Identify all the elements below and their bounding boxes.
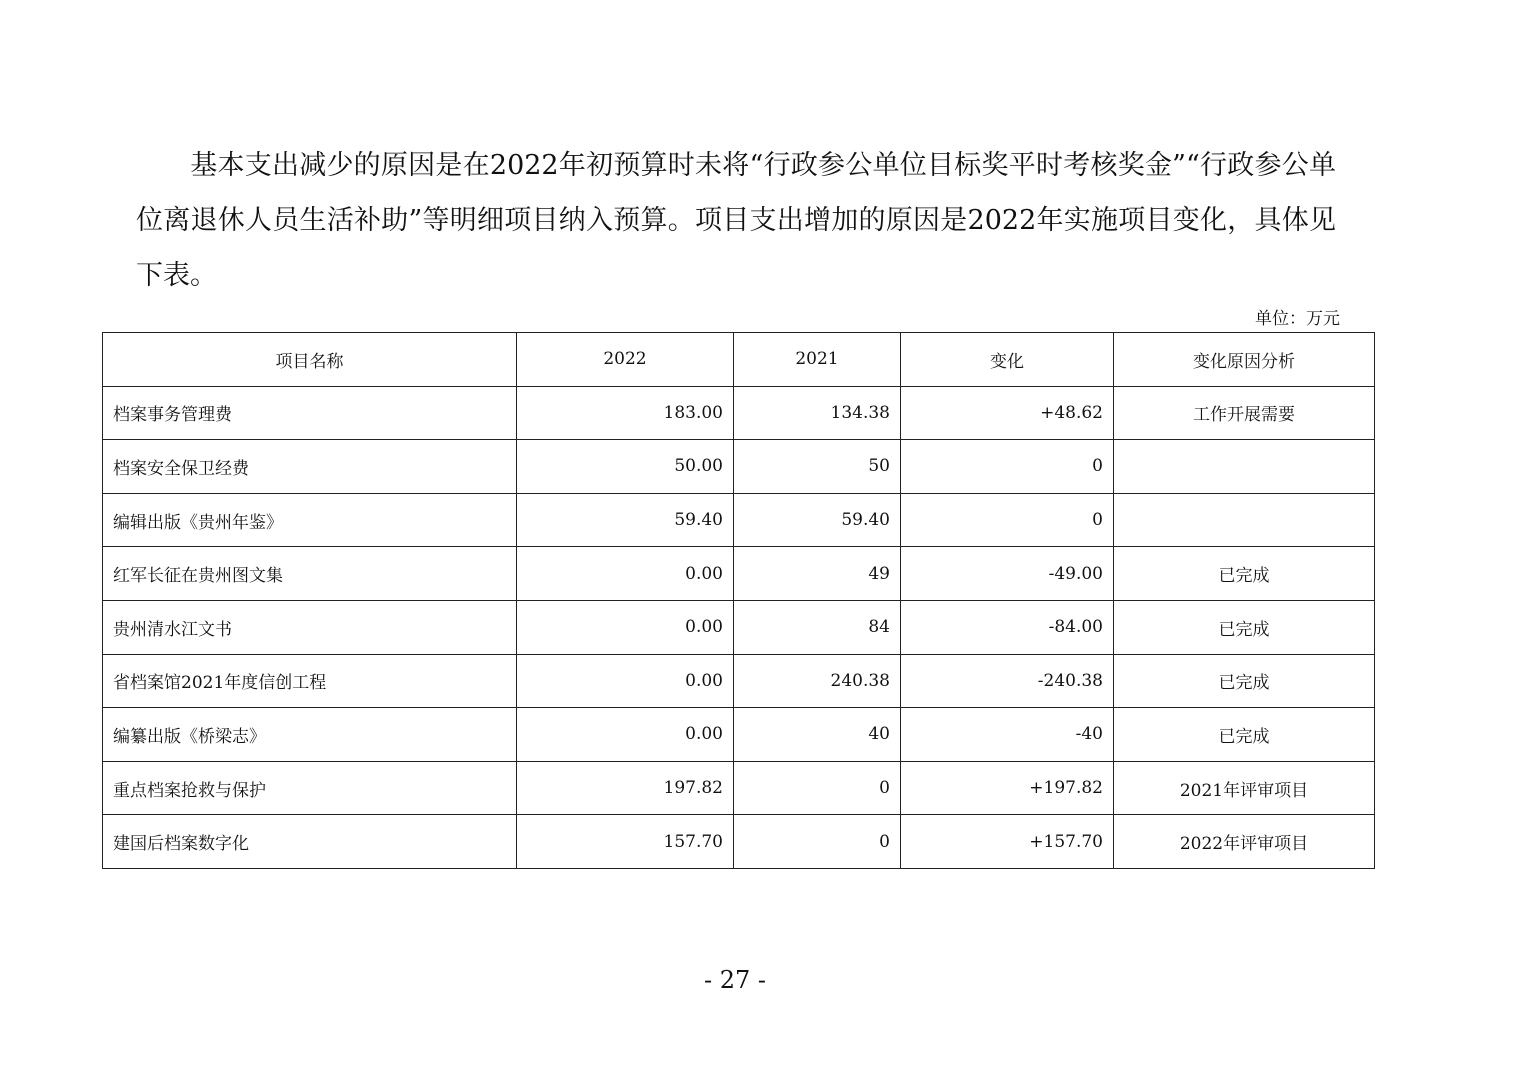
table-row xyxy=(103,761,1375,815)
cell-2022: 0.00 xyxy=(517,708,734,762)
cell-item-name: 编辑出版《贵州年鉴》 xyxy=(103,493,517,547)
cell-item-name: 编纂出版《桥梁志》 xyxy=(103,708,517,762)
table-row xyxy=(103,493,1375,547)
cell-item-name: 建国后档案数字化 xyxy=(103,815,517,869)
cell-change: 0 xyxy=(901,493,1114,547)
cell-item-name: 重点档案抢救与保护 xyxy=(103,761,517,815)
cell-reason: 已完成 xyxy=(1114,547,1375,601)
header-item-name: 项目名称 xyxy=(103,333,517,387)
header-reason: 变化原因分析 xyxy=(1114,333,1375,387)
cell-change: -40 xyxy=(901,708,1114,762)
table-row xyxy=(103,708,1375,762)
header-2021: 2021 xyxy=(734,333,901,387)
cell-reason xyxy=(1114,493,1375,547)
table-row xyxy=(103,600,1375,654)
cell-reason: 已完成 xyxy=(1114,654,1375,708)
cell-item-name: 红军长征在贵州图文集 xyxy=(103,547,517,601)
cell-2022: 0.00 xyxy=(517,654,734,708)
cell-reason: 2022年评审项目 xyxy=(1114,815,1375,869)
cell-change: -49.00 xyxy=(901,547,1114,601)
cell-2022: 0.00 xyxy=(517,547,734,601)
cell-change: +48.62 xyxy=(901,386,1114,440)
unit-label: 单位：万元 xyxy=(1255,309,1340,329)
cell-2022: 183.00 xyxy=(517,386,734,440)
page-number: - 27 - xyxy=(703,966,766,994)
cell-2022: 157.70 xyxy=(517,815,734,869)
table-row xyxy=(103,654,1375,708)
cell-2021: 240.38 xyxy=(734,654,901,708)
cell-item-name: 省档案馆2021年度信创工程 xyxy=(103,654,517,708)
cell-2021: 84 xyxy=(734,600,901,654)
cell-2021: 40 xyxy=(734,708,901,762)
cell-2021: 49 xyxy=(734,547,901,601)
cell-2021: 0 xyxy=(734,761,901,815)
cell-item-name: 档案事务管理费 xyxy=(103,386,517,440)
table-row xyxy=(103,386,1375,440)
cell-2021: 59.40 xyxy=(734,493,901,547)
cell-2022: 59.40 xyxy=(517,493,734,547)
cell-change: +197.82 xyxy=(901,761,1114,815)
cell-2022: 197.82 xyxy=(517,761,734,815)
table-header-row xyxy=(103,333,1375,387)
table-row xyxy=(103,547,1375,601)
cell-reason: 已完成 xyxy=(1114,708,1375,762)
budget-table xyxy=(102,332,1375,869)
cell-reason xyxy=(1114,440,1375,494)
cell-change: +157.70 xyxy=(901,815,1114,869)
cell-2022: 50.00 xyxy=(517,440,734,494)
header-2022: 2022 xyxy=(517,333,734,387)
cell-2021: 134.38 xyxy=(734,386,901,440)
cell-item-name: 档案安全保卫经费 xyxy=(103,440,517,494)
cell-reason: 工作开展需要 xyxy=(1114,386,1375,440)
cell-2021: 50 xyxy=(734,440,901,494)
cell-change: -84.00 xyxy=(901,600,1114,654)
table-row xyxy=(103,440,1375,494)
header-change: 变化 xyxy=(901,333,1114,387)
cell-reason: 2021年评审项目 xyxy=(1114,761,1375,815)
cell-change: -240.38 xyxy=(901,654,1114,708)
cell-2022: 0.00 xyxy=(517,600,734,654)
cell-item-name: 贵州清水江文书 xyxy=(103,600,517,654)
cell-change: 0 xyxy=(901,440,1114,494)
body-paragraph xyxy=(136,138,1336,303)
cell-2021: 0 xyxy=(734,815,901,869)
cell-reason: 已完成 xyxy=(1114,600,1375,654)
body-paragraph-text: 基本支出减少的原因是在2022年初预算时未将“行政参公单位目标奖平时考核奖金”“行政参公单位离退休人员生活补助”等明细项目纳入预算。项目支出增加的原因是2022年实施项目变化，具体见下表。 xyxy=(136,150,1336,291)
table-row xyxy=(103,815,1375,869)
